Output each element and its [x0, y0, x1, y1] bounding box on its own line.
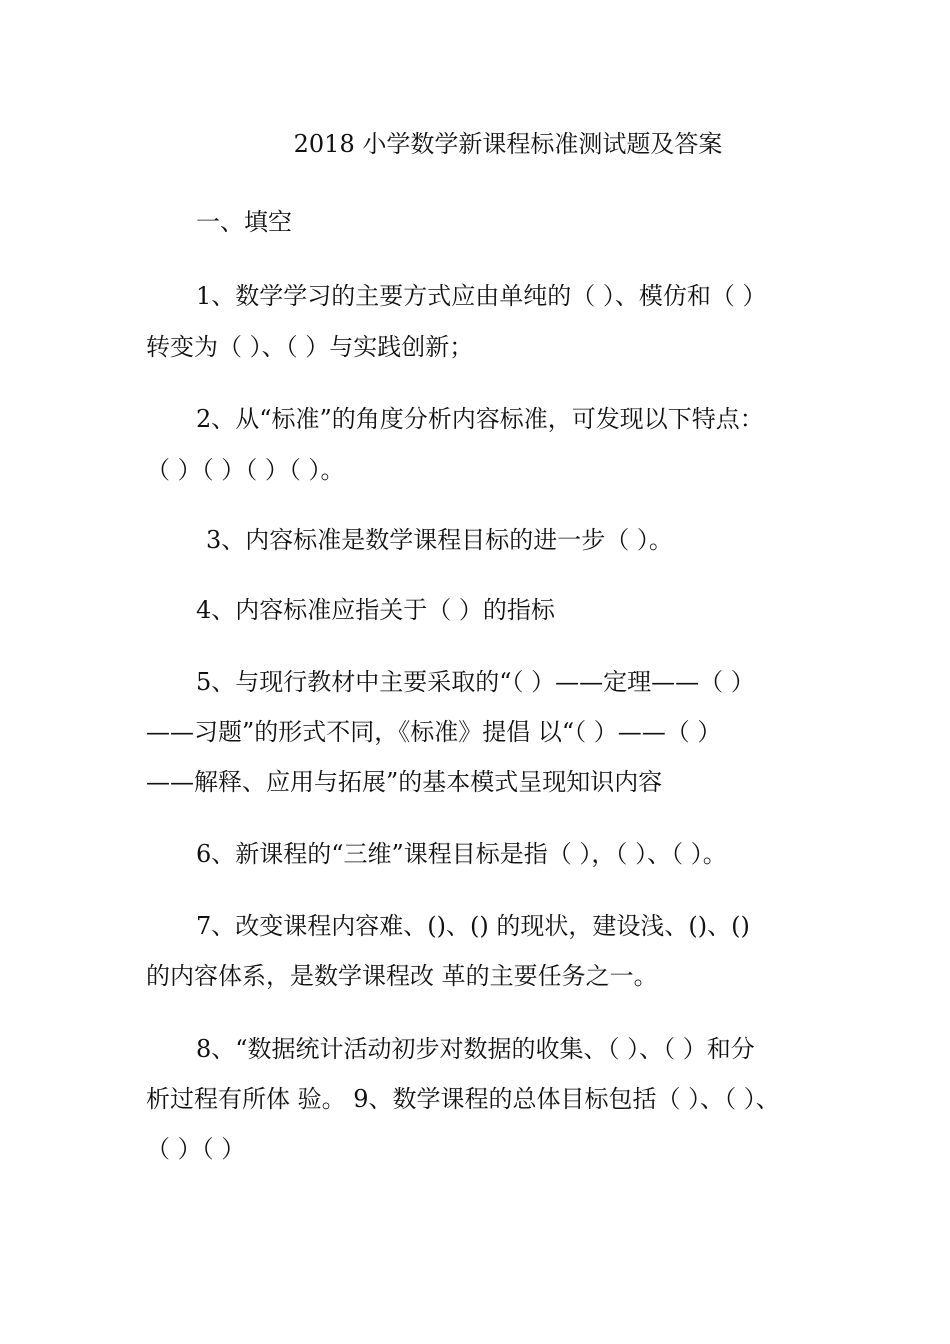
question-2-line-2: （ ）（ ）（ ）（ ）。	[146, 456, 345, 484]
question-1-line-2: 转变为（ ）、（ ）与实践创新；	[146, 333, 474, 361]
question-1-line-1: 1、数学学习的主要方式应由单纯的（ ）、模仿和（ ）	[196, 282, 767, 310]
question-5-line-3: ——解释、应用与拓展”的基本模式呈现知识内容	[146, 768, 663, 796]
question-8-line-2: 析过程有所体 验。 9、数学课程的总体目标包括（ ）、（ ）、	[146, 1085, 780, 1113]
question-4: 4、内容标准应指关于（ ）的指标	[196, 596, 555, 624]
question-3: 3、内容标准是数学课程目标的进一步（ ）。	[206, 526, 673, 554]
question-5-line-1: 5、与现行教材中主要采取的“（ ）——定理——（ ）	[196, 668, 755, 696]
question-6: 6、新课程的“三维”课程目标是指（ ），（ ）、（ ）。	[196, 840, 727, 868]
document-title: 2018 小学数学新课程标准测试题及答案	[293, 130, 723, 158]
question-5-line-2: ——习题”的形式不同，《标准》提倡 以“（ ）——（ ）	[146, 718, 722, 746]
section-heading: 一、填空	[196, 208, 292, 236]
question-8-line-3: （ ）（ ）	[146, 1135, 246, 1163]
question-8-line-1: 8、“数据统计活动初步对数据的收集、（ ）、（ ）和分	[196, 1035, 755, 1063]
question-7-line-2: 的内容体系，是数学课程改 革的主要任务之一。	[146, 962, 658, 990]
question-7-line-1: 7、改变课程内容难、()、() 的现状，建设浅、()、()	[196, 912, 750, 940]
question-2-line-1: 2、从“标准”的角度分析内容标准，可发现以下特点：	[196, 405, 764, 433]
